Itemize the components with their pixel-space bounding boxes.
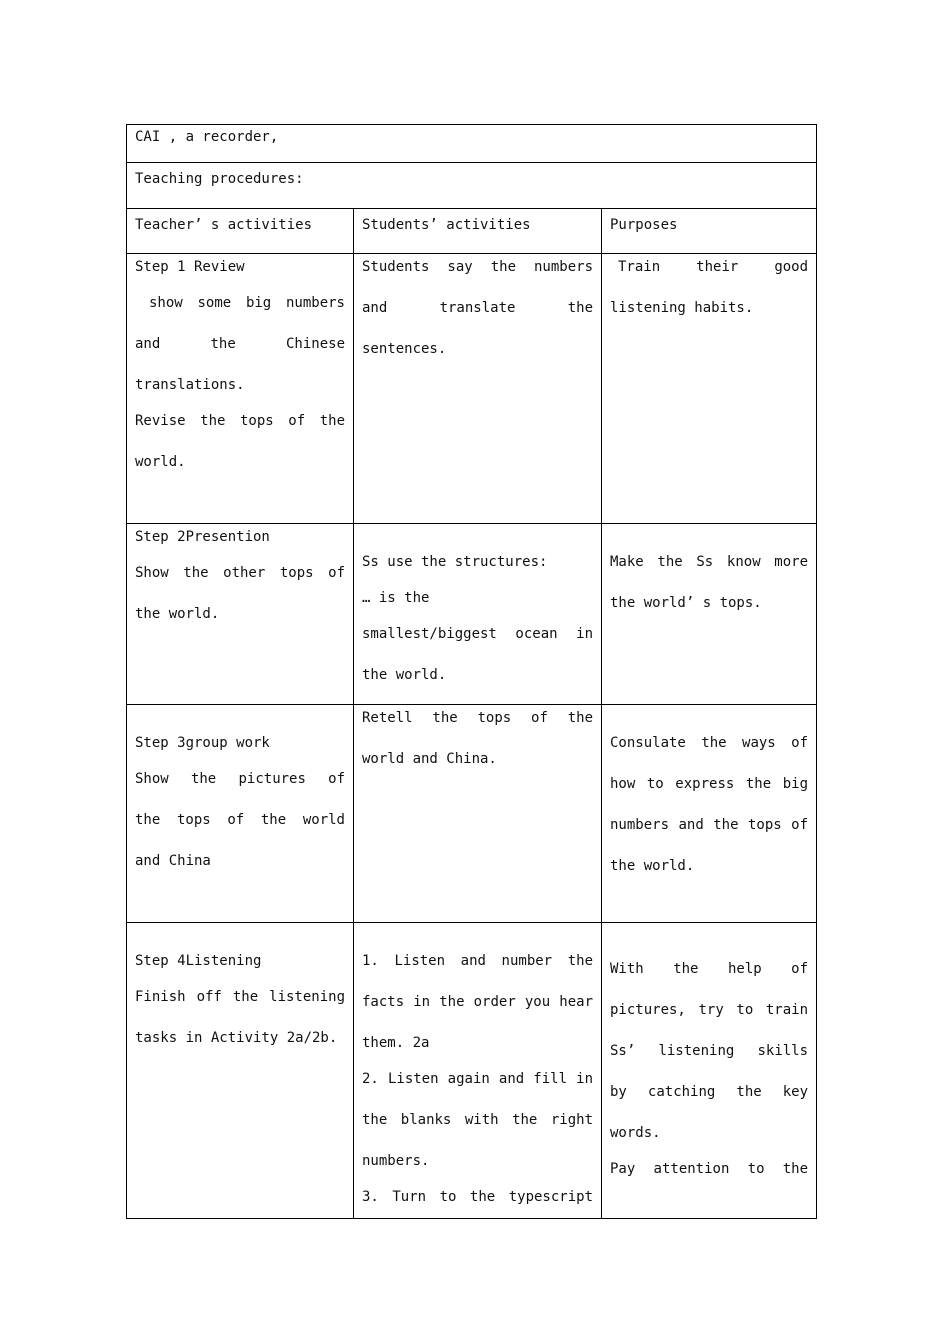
- step-row: [127, 923, 817, 1219]
- student-line: 2. Listen again and fill in: [362, 1071, 593, 1087]
- purpose-line: Ss’ listening skills: [610, 1043, 809, 1059]
- student-line: the blanks with the right: [362, 1112, 593, 1128]
- student-line: and translate the: [362, 300, 593, 316]
- procedures-title: Teaching procedures:: [135, 171, 304, 187]
- teacher-line: Step 4Listening: [135, 953, 262, 969]
- student-line: facts in the order you hear: [362, 994, 593, 1010]
- teacher-line: tasks in Activity 2a/2b.: [135, 1030, 338, 1046]
- student-line: sentences.: [362, 341, 447, 357]
- purpose-line: Make the Ss know more: [610, 554, 809, 570]
- teacher-line: Show the pictures of: [135, 771, 345, 787]
- purpose-line: the world.: [610, 858, 695, 874]
- purpose-line: Consulate the ways of: [610, 735, 809, 751]
- teacher-line: Step 3group work: [135, 735, 270, 751]
- purpose-line: Pay attention to the: [610, 1161, 809, 1177]
- step-row: [127, 705, 817, 923]
- purpose-line: by catching the key: [610, 1084, 809, 1100]
- student-line: 1. Listen and number the: [362, 953, 593, 969]
- procedures-row: [127, 163, 817, 209]
- lesson-plan-table: [126, 124, 817, 1219]
- student-line: Ss use the structures:: [362, 554, 548, 570]
- header-students: Students’ activities: [362, 217, 531, 233]
- teacher-line: the world.: [135, 606, 220, 622]
- purpose-line: With the help of: [610, 961, 809, 977]
- purpose-line: listening habits.: [610, 300, 754, 316]
- purpose-line: pictures, try to train: [610, 1002, 809, 1018]
- student-line: Students say the numbers: [362, 259, 593, 275]
- student-line: smallest/biggest ocean in: [362, 626, 593, 642]
- teacher-line: Show the other tops of: [135, 565, 345, 581]
- header-row: [127, 209, 817, 254]
- materials-row: [127, 125, 817, 163]
- teacher-line: and the Chinese: [135, 336, 345, 352]
- header-purposes: Purposes: [610, 217, 678, 233]
- purpose-line: words.: [610, 1125, 661, 1141]
- step-row: [127, 524, 817, 705]
- student-line: world and China.: [362, 751, 497, 767]
- student-line: Retell the tops of the: [362, 710, 593, 726]
- header-teacher: Teacher’ s activities: [135, 217, 313, 233]
- teacher-line: show some big numbers: [149, 295, 345, 311]
- purpose-line: Train their good: [618, 259, 809, 275]
- student-line: … is the: [362, 590, 430, 606]
- student-line: 3. Turn to the typescript: [362, 1189, 593, 1205]
- student-line: them. 2a: [362, 1035, 430, 1051]
- teacher-line: Step 2Presention: [135, 529, 270, 545]
- teacher-line: Revise the tops of the: [135, 413, 345, 429]
- teacher-line: world.: [135, 454, 186, 470]
- student-line: the world.: [362, 667, 447, 683]
- purpose-line: the world’ s tops.: [610, 595, 762, 611]
- purpose-line: how to express the big: [610, 776, 809, 792]
- materials-text: CAI , a recorder,: [135, 129, 279, 145]
- teacher-line: Step 1 Review: [135, 259, 245, 275]
- teacher-line: the tops of the world: [135, 812, 345, 828]
- teacher-line: and China: [135, 853, 211, 869]
- teacher-line: Finish off the listening: [135, 989, 345, 1005]
- student-line: numbers.: [362, 1153, 430, 1169]
- purpose-line: numbers and the tops of: [610, 817, 809, 833]
- teacher-line: translations.: [135, 377, 245, 393]
- step-row: [127, 254, 817, 524]
